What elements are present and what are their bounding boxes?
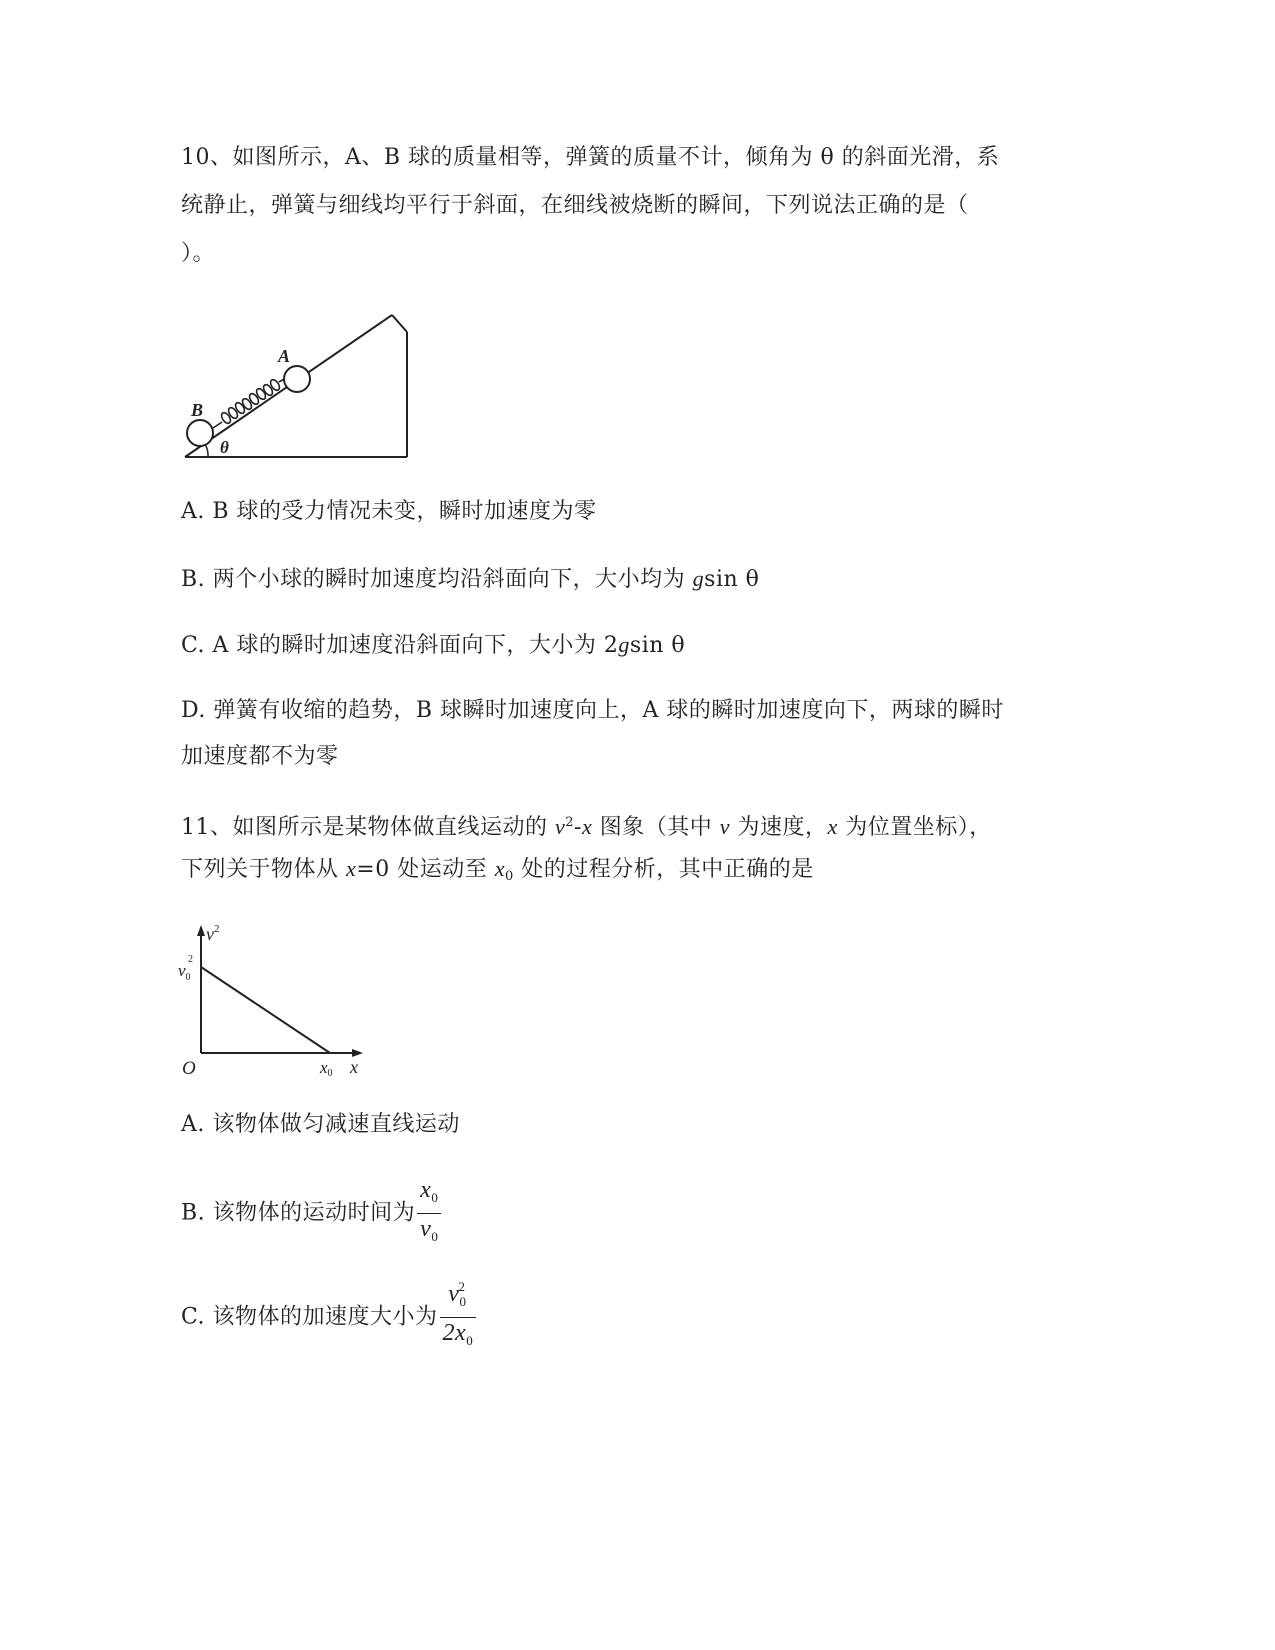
q11-option-b xyxy=(181,1176,441,1251)
y-axis-arrow xyxy=(197,925,205,936)
q11-var-v: v xyxy=(555,814,566,839)
frac-den-sub: 0 xyxy=(431,1229,439,1244)
q11-option-b-fraction xyxy=(417,1176,441,1251)
q10-option-a: A. B 球的受力情况未变，瞬时加速度为零 xyxy=(181,499,597,524)
q11-stem-line-1 xyxy=(181,808,992,843)
incline-top-edge xyxy=(392,315,407,332)
q11-sub-0: 0 xyxy=(504,869,514,884)
label-theta: θ xyxy=(220,438,229,457)
q10-option-b xyxy=(181,564,759,595)
y-intercept-sub: 0 xyxy=(185,972,191,983)
x-axis-label: x xyxy=(350,1057,358,1077)
y-axis-label: v xyxy=(206,924,214,944)
y-axis-sup: 2 xyxy=(214,923,220,935)
y-intercept-label: v xyxy=(178,961,186,980)
q10-stem-line-2: 统静止，弹簧与细线均平行于斜面，在细线被烧断的瞬间，下列说法正确的是（ xyxy=(181,193,969,218)
q10-option-b-tail: sin θ xyxy=(704,567,760,592)
q11-text-seg: =0 处运动至 xyxy=(356,857,495,882)
q11-var-v: v xyxy=(719,814,731,839)
frac-den-sub: 0 xyxy=(466,1333,474,1348)
q11-sup-2: 2 xyxy=(565,815,575,830)
q10-option-c-text: C. A 球的瞬时加速度沿斜面向下，大小为 2 xyxy=(181,633,619,658)
q11-text-seg: 下列关于物体从 xyxy=(181,857,346,882)
q11-var-x: x xyxy=(581,814,593,839)
q11-option-c-fraction xyxy=(440,1280,477,1355)
v2-x-line xyxy=(201,967,330,1053)
incline-spring-figure xyxy=(180,300,415,465)
ball-b xyxy=(187,420,213,446)
q10-option-c-tail: sin θ xyxy=(629,633,686,658)
x-intercept-label: x xyxy=(320,1058,328,1077)
ball-a xyxy=(284,366,310,392)
q11-option-c-text: C. 该物体的加速度大小为 xyxy=(181,1304,438,1330)
frac-num-sub: 0 xyxy=(459,1294,467,1309)
q11-text-seg: 图象（其中 xyxy=(592,815,720,840)
svg-text:v2 xyxy=(206,923,220,944)
q10-stem-line-3: ）。 xyxy=(181,241,216,266)
frac-num-sub: 0 xyxy=(431,1190,439,1205)
q10-option-c-g: g xyxy=(618,632,630,657)
origin-label: O xyxy=(182,1058,196,1079)
q10-option-b-g: g xyxy=(692,566,705,591)
frac-den-2x: 2x xyxy=(442,1320,467,1346)
q11-text-seg: 为速度， xyxy=(730,815,828,840)
q11-option-a: A. 该物体做匀减速直线运动 xyxy=(181,1112,460,1137)
q10-option-d-line-2: 加速度都不为零 xyxy=(181,744,339,769)
svg-text:x0 xyxy=(319,1058,333,1079)
q10-stem-line-1: 10、如图所示，A、B 球的质量相等，弹簧的质量不计，倾角为 θ 的斜面光滑，系 xyxy=(181,145,1000,170)
frac-num-sup: 2 xyxy=(458,1279,466,1294)
q11-var-x0: x xyxy=(494,856,505,881)
frac-num-x: x xyxy=(420,1177,432,1203)
frac-den-v: v xyxy=(420,1216,432,1242)
label-a: A xyxy=(278,346,291,366)
q11-option-b-text: B. 该物体的运动时间为 xyxy=(181,1200,416,1226)
q11-text-seg: 处的过程分析，其中正确的是 xyxy=(513,857,814,882)
x-intercept-sub: 0 xyxy=(327,1068,333,1079)
q11-dash: - xyxy=(574,815,582,840)
q11-stem-line-2 xyxy=(181,854,814,892)
spring xyxy=(213,378,286,428)
x-axis-arrow xyxy=(352,1049,363,1057)
q11-var-x: x xyxy=(827,814,838,839)
q11-text-seg: 11、如图所示是某物体做直线运动的 xyxy=(181,815,555,840)
q11-option-c xyxy=(181,1280,476,1355)
q11-var-x: x xyxy=(346,856,357,881)
q10-option-d-line-1: D. 弹簧有收缩的趋势，B 球瞬时加速度向上，A 球的瞬时加速度向下，两球的瞬时 xyxy=(181,698,1004,723)
v2-x-graph xyxy=(178,920,378,1085)
y-intercept-sup: 2 xyxy=(188,954,193,965)
frac-num-v: v xyxy=(448,1281,460,1307)
label-b: B xyxy=(191,400,204,420)
q10-option-c xyxy=(181,630,685,661)
q11-text-seg: 为位置坐标）， xyxy=(837,815,992,840)
q10-option-b-text: B. 两个小球的瞬时加速度均沿斜面向下，大小均为 xyxy=(181,567,693,592)
angle-arc xyxy=(205,444,208,457)
